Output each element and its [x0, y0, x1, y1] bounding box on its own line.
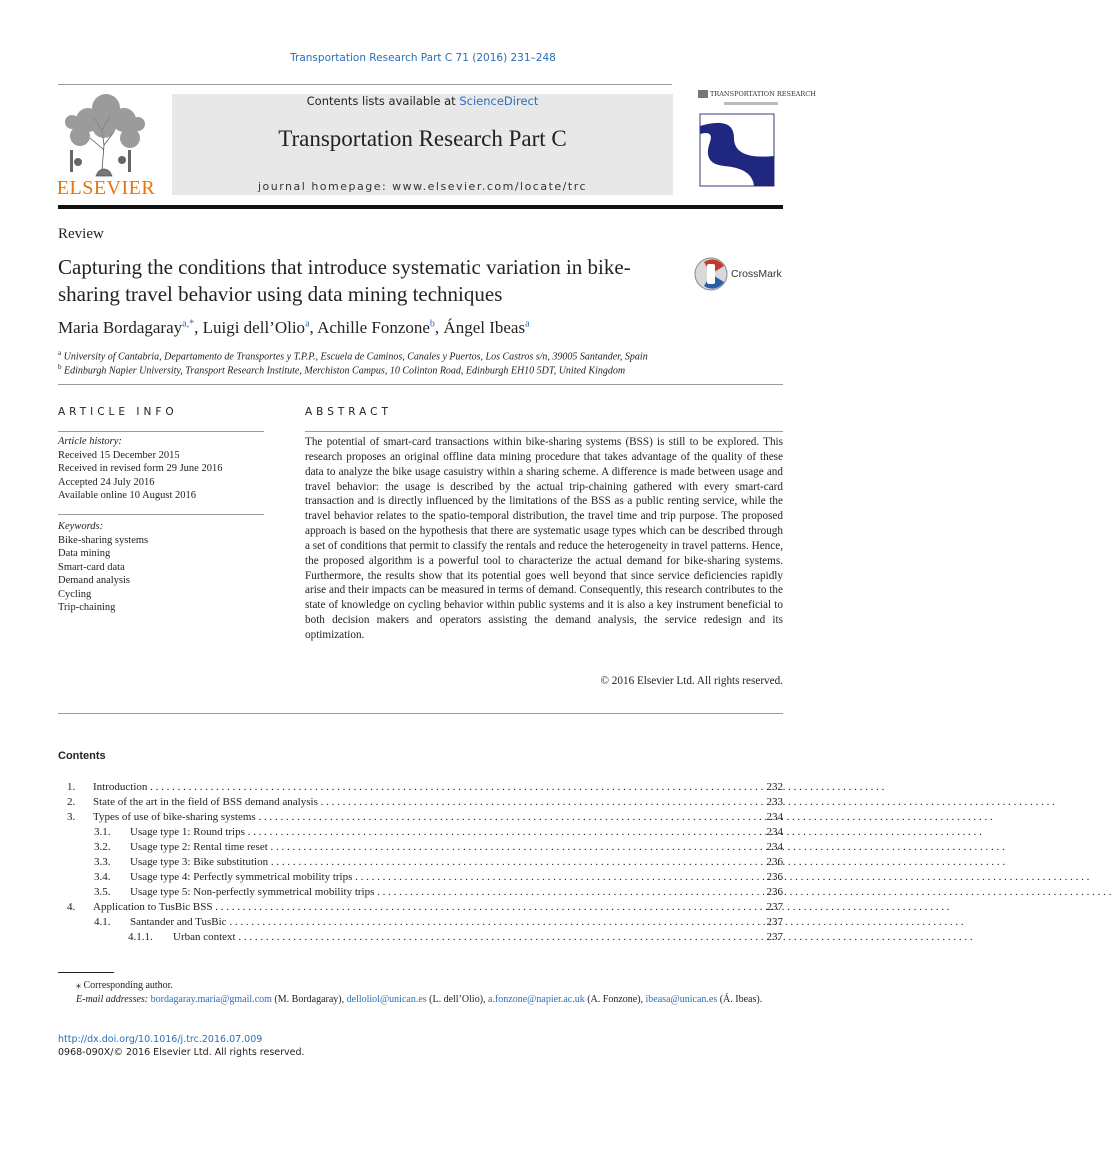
toc-title[interactable]: Usage type 4: Perfectly symmetrical mobility trips . . .	[130, 870, 749, 885]
toc-entry[interactable]	[58, 870, 783, 885]
corresponding-author-note: ⁎ Corresponding author.	[76, 980, 173, 991]
author-affil-mark[interactable]: a,*	[182, 318, 195, 330]
toc-page: 237	[766, 931, 783, 943]
toc-page: 236	[766, 886, 783, 898]
author-name[interactable]: Luigi dell’Olio	[202, 318, 306, 337]
email-link[interactable]: delloliol@unican.es	[346, 994, 427, 1005]
article-info-heading: ARTICLE INFO	[58, 406, 178, 418]
elsevier-wordmark: ELSEVIER	[56, 177, 156, 199]
toc-title[interactable]: Application to TusBic BSS . . .	[93, 900, 749, 915]
author-name[interactable]: Achille Fonzone	[317, 318, 430, 337]
article-history	[58, 435, 222, 503]
journal-reference-link[interactable]: Transportation Research Part C 71 (2016) 231–248	[290, 52, 556, 64]
keywords-rule	[58, 514, 264, 515]
author-name[interactable]: Ángel Ibeas	[443, 318, 526, 337]
email-link[interactable]: bordagaray.maria@gmail.com	[150, 994, 272, 1005]
toc-entry[interactable]	[58, 810, 783, 825]
email-owner: (Á. Ibeas).	[719, 994, 763, 1005]
toc-number: 3.5.	[94, 886, 111, 898]
toc-entry[interactable]	[58, 855, 783, 870]
toc-page: 233	[766, 796, 783, 808]
toc-page: 236	[766, 856, 783, 868]
cover-title: TRANSPORTATION RESEARCH	[710, 90, 816, 98]
article-info-rule	[58, 431, 264, 432]
toc-number: 3.4.	[94, 871, 111, 883]
affiliation-rule	[58, 384, 783, 385]
toc-number: 4.1.1.	[128, 931, 153, 943]
history-item: Received 15 December 2015	[58, 449, 180, 461]
keyword: Demand analysis	[58, 575, 131, 586]
toc-entry[interactable]	[58, 840, 783, 855]
history-item: Received in revised form 29 June 2016	[58, 463, 223, 474]
toc-number: 1.	[67, 781, 76, 793]
keyword: Smart-card data	[58, 561, 125, 573]
email-link[interactable]: ibeasa@unican.es	[645, 994, 718, 1005]
history-item: Accepted 24 July 2016	[58, 476, 155, 488]
contents-available-text: Contents lists available at	[306, 94, 460, 108]
toc-page: 237	[766, 901, 783, 913]
footnote-rule	[58, 972, 114, 973]
toc-title[interactable]: Introduction . . .	[93, 780, 749, 795]
toc-number: 3.1.	[94, 826, 111, 838]
email-link[interactable]: a.fonzone@napier.ac.uk	[488, 994, 585, 1005]
author-affil-mark[interactable]: b	[429, 318, 435, 330]
abstract-heading: ABSTRACT	[305, 406, 392, 418]
author-list: Maria Bordagaray$^{a,*}$, Luigi dell’Olio$^a$, Achille Fonzone$^b$, Ángel Ibeas$^a$	[58, 318, 530, 337]
toc-entry[interactable]	[58, 915, 783, 930]
toc-title[interactable]: Types of use of bike-sharing systems . . .	[93, 810, 749, 825]
doi-link[interactable]: http://dx.doi.org/10.1016/j.trc.2016.07.009	[58, 1034, 263, 1045]
toc-entry[interactable]	[58, 780, 783, 795]
toc-number: 2.	[67, 796, 76, 808]
keyword: Data mining	[58, 548, 111, 559]
journal-title: Transportation Research Part C	[278, 126, 567, 151]
toc-page: 232	[766, 781, 783, 793]
toc-entry[interactable]	[58, 795, 783, 810]
toc-number: 3.2.	[94, 841, 111, 853]
header-thick-rule	[58, 205, 783, 209]
toc-title[interactable]: Urban context . . .	[173, 930, 749, 945]
abstract-end-rule	[58, 713, 783, 714]
toc-entry[interactable]	[58, 930, 783, 945]
keyword: Trip-chaining	[58, 602, 116, 613]
toc-number: 4.1.	[94, 916, 111, 928]
article-type: Review	[58, 226, 104, 242]
toc-page: 234	[766, 811, 783, 823]
toc-number: 4.	[67, 901, 76, 913]
affiliation	[58, 349, 648, 362]
email-owner: (M. Bordagaray),	[274, 994, 345, 1005]
affiliation	[58, 363, 625, 376]
toc-title[interactable]: Usage type 1: Round trips . . .	[130, 825, 749, 840]
sciencedirect-link[interactable]: ScienceDirect	[459, 94, 539, 108]
toc-title[interactable]: Santander and TusBic . . .	[130, 915, 749, 930]
email-label: E-mail addresses:	[76, 994, 149, 1005]
toc-entry[interactable]	[58, 900, 783, 915]
affiliation-text: University of Cantabria, Departamento de Transportes y T.P.P., Escuela de Caminos, Canales y Puertos, Los Castros s/n, 39005 Santander, Spain	[63, 351, 648, 363]
contents-heading: Contents	[58, 750, 106, 762]
toc-entry[interactable]	[58, 885, 783, 900]
abstract-rule	[305, 431, 783, 432]
keywords-label: Keywords:	[58, 521, 104, 532]
keywords	[58, 520, 148, 615]
toc-page: 234	[766, 841, 783, 853]
toc-page: 237	[766, 916, 783, 928]
toc-number: 3.	[67, 811, 76, 823]
history-label: Article history:	[58, 436, 122, 447]
toc-title[interactable]: State of the art in the field of BSS demand analysis . . .	[93, 795, 749, 810]
journal-cover-icon[interactable]	[694, 86, 816, 190]
toc-title[interactable]: Usage type 5: Non-perfectly symmetrical mobility trips . . .	[130, 885, 749, 900]
author-name[interactable]: Maria Bordagaray	[58, 318, 183, 337]
header-rule	[58, 84, 672, 85]
issn-copyright: 0968-090X/© 2016 Elsevier Ltd. All rights reserved.	[58, 1047, 305, 1058]
affiliation-mark: b	[58, 363, 62, 371]
email-footnote	[58, 993, 783, 1007]
toc-page: 234	[766, 826, 783, 838]
toc-entry[interactable]	[58, 825, 783, 840]
toc-number: 3.3.	[94, 856, 111, 868]
history-item: Available online 10 August 2016	[58, 490, 197, 501]
crossmark-label[interactable]: CrossMark	[731, 268, 782, 280]
toc-title[interactable]: Usage type 2: Rental time reset . . .	[130, 840, 749, 855]
toc-title[interactable]: Usage type 3: Bike substitution . . .	[130, 855, 749, 870]
email-owner: (A. Fonzone),	[587, 994, 644, 1005]
affiliation-text: Edinburgh Napier University, Transport Research Institute, Merchiston Campus, 10 Colinton Road, Edinburgh EH10 5DT, United Kingdom	[64, 365, 626, 377]
abstract-copyright: © 2016 Elsevier Ltd. All rights reserved.	[600, 675, 783, 687]
author-affil-mark[interactable]: a	[305, 318, 310, 330]
contents-available-line	[172, 94, 673, 108]
article-title: Capturing the conditions that introduce systematic variation in bike-sharing travel behavior using data mining techniques	[58, 255, 631, 306]
journal-homepage[interactable]: journal homepage: www.elsevier.com/locate/trc	[257, 180, 588, 193]
toc-page: 236	[766, 871, 783, 883]
author-affil-mark[interactable]: a	[525, 318, 530, 330]
affiliation-mark: a	[58, 349, 62, 357]
email-owner: (L. dell’Olio),	[429, 994, 486, 1005]
keyword: Cycling	[58, 588, 92, 600]
abstract-text: The potential of smart-card transactions within bike-sharing systems (BSS) is still to be explored. This research proposes an original offline data mining procedure that takes advantage of the quality of these data to analyze the bike usage casuistry within a sharing scheme. A difference is made between usage and travel behavior: the usage is described by the actual trip-chaining gathered with every smart-card transaction and is directly influenced by the limitations of the BSS as a public renting service, while the travel behavior relates to the spatio-temporal distribution, the travel time and trip purpose. The proposed approach is based on the hypothesis that there are systematic usage types which can be described through a set of conditions that permit to classify the rentals and reduce the heterogeneity in travel patterns. Hence, the proposed algorithm is a powerful tool to characterize the actual demand for bike-sharing systems. Furthermore, the results show that its potential goes well beyond that since service deficiencies rapidly arise and their impacts can be measured in terms of demand. Consequently, this research contributes to the state of knowledge on cycling behavior within public systems and it is also a key instrument beneficial to both decision makers and operators assisting the demand analysis, the service redesign and its optimization.	[305, 436, 783, 641]
keyword: Bike-sharing systems	[58, 534, 149, 546]
